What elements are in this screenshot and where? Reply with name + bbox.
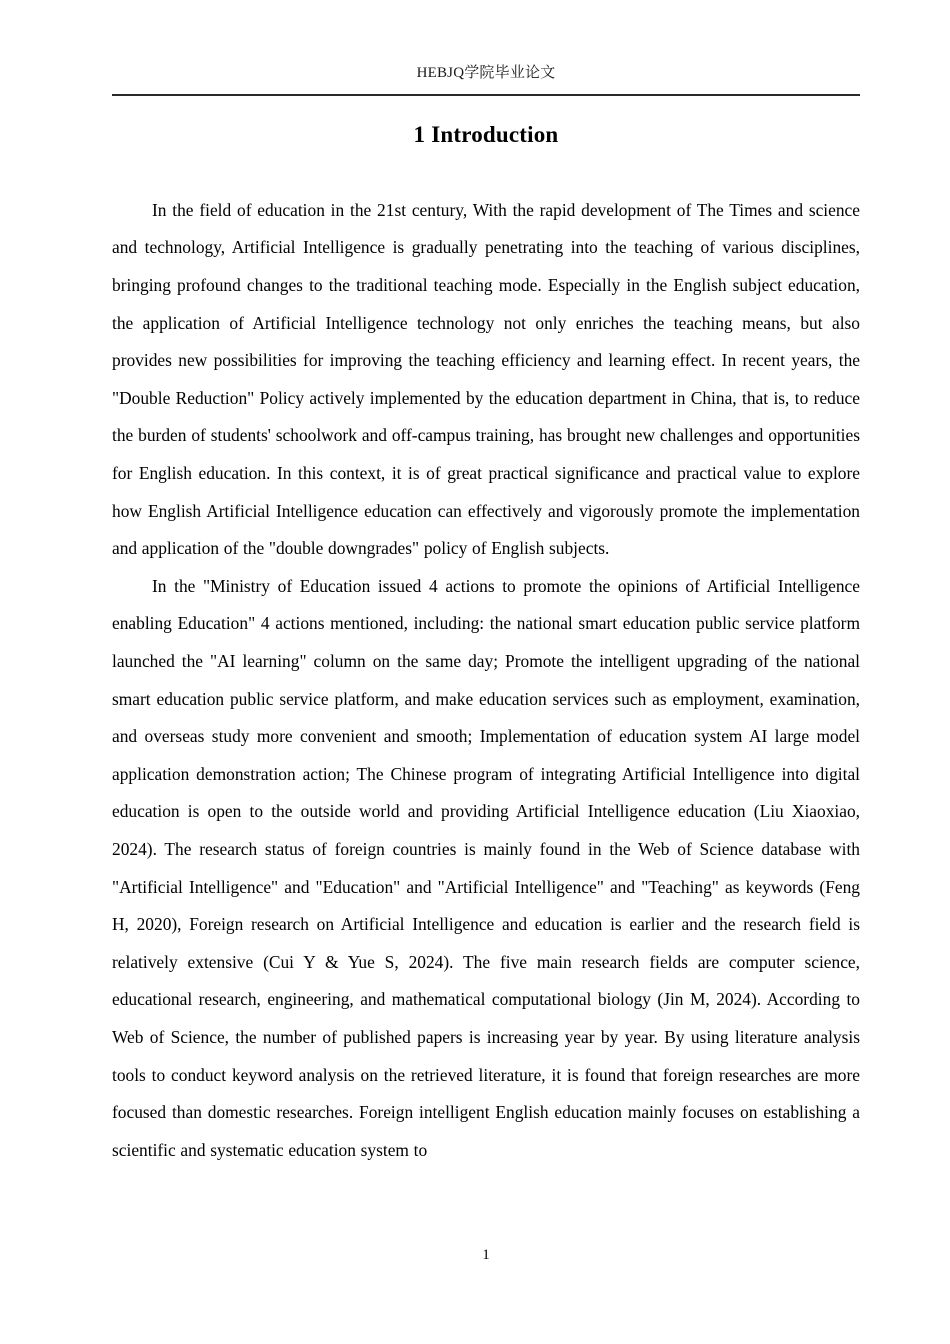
running-header-title: HEBJQ学院毕业论文 [416,65,556,81]
page-title: 1 Introduction [413,122,559,147]
paragraph: In the "Ministry of Education issued 4 actions to promote the opinions of Artificial Intelligence enabling Education" 4 actions mentioned, including: the national smart education public service platform launched the "AI learning" column on the same day; Promote the intelligent upgrading of the national smart education public service platform, and make education services such as employment, examination, and overseas study more convenient and smooth; Implementation of education system AI large model application demonstration action; The Chinese program of integrating Artificial Intelligence into digital education is open to the outside world and providing Artificial Intelligence education (Liu Xiaoxiao, 2024). The research status of foreign countries is mainly found in the Web of Science database with "Artificial Intelligence" and "Education" and "Artificial Intelligence" and "Teaching" as keywords (Feng H, 2020), Foreign research on Artificial Intelligence and education is earlier and the research field is relatively extensive (Cui Y & Yue S, 2024). The five main research fields are computer science, educational research, engineering, and mathematical computational biology (Jin M, 2024). According to Web of Science, the number of published papers is increasing year by year. By using literature analysis tools to conduct keyword analysis on the retrieved literature, it is found that foreign researches are more focused than domestic researches. Foreign intelligent English education mainly focuses on establishing a scientific and systematic education system to [112,575,860,1160]
page-number: 1 [482,1247,490,1263]
header-divider-rule [112,94,860,96]
page-content [112,118,860,1169]
paragraph: In the field of education in the 21st century, With the rapid development of The Times and science and technology, Artificial Intelligence is gradually penetrating into the teaching of various disciplines, bringing profound changes to the traditional teaching mode. Especially in the English subject education, the application of Artificial Intelligence technology not only enriches the teaching means, but also provides new possibilities for improving the teaching efficiency and learning effect. In recent years, the "Double Reduction" Policy actively implemented by the education department in China, that is, to reduce the burden of students' schoolwork and off-campus training, has brought new challenges and opportunities for English education. In this context, it is of great practical significance and practical value to explore how English Artificial Intelligence education can effectively and vigorously promote the implementation and application of the "double downgrades" policy of English subjects. [112,199,860,559]
body-text-block [112,192,860,1169]
